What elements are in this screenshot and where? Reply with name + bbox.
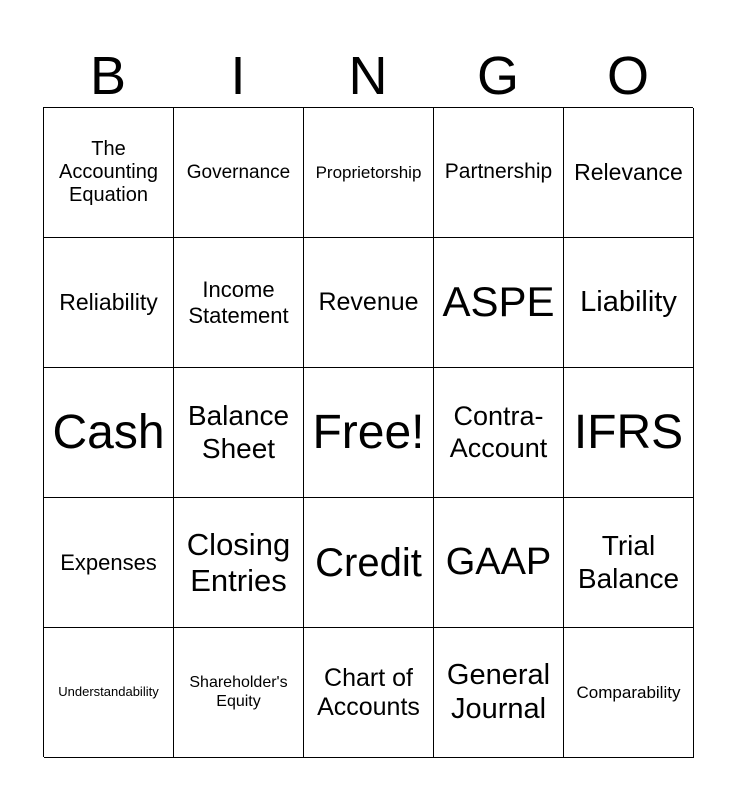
bingo-cell-label: Expenses [60,549,157,575]
bingo-cell[interactable] [44,108,174,238]
bingo-cell[interactable] [564,498,694,628]
bingo-cell-label: Reliability [59,289,158,316]
bingo-cell-label: Governance [186,161,291,183]
bingo-cell-label: General Journal [446,659,551,725]
bingo-cell[interactable] [174,628,304,758]
bingo-cell[interactable] [434,368,564,498]
header-letter-g: G [476,46,519,106]
bingo-cell[interactable] [304,628,434,758]
bingo-cell[interactable] [44,628,174,758]
bingo-cell-label: Free! [312,405,425,459]
bingo-cell-label: Closing Entries [186,526,291,598]
bingo-cell[interactable] [304,498,434,628]
bingo-cell[interactable] [434,628,564,758]
bingo-board [43,107,693,757]
bingo-cell[interactable] [304,368,434,498]
bingo-cell[interactable] [564,628,694,758]
header-letter-i: I [230,46,246,106]
bingo-cell-label: Shareholder's Equity [189,674,288,710]
header-letter-b: B [89,46,127,106]
bingo-cell-label: Partnership [444,160,553,184]
bingo-cell-label: Relevance [574,159,683,186]
bingo-cell[interactable] [564,368,694,498]
bingo-cell[interactable] [174,238,304,368]
bingo-cell-label: Balance Sheet [187,400,290,464]
bingo-cell-label: Revenue [318,288,419,317]
bingo-cell-label: ASPE [442,278,555,326]
bingo-cell-label: IFRS [573,405,684,459]
bingo-cell-label: Understandability [58,684,159,700]
bingo-cell[interactable] [174,498,304,628]
bingo-cell[interactable] [174,368,304,498]
bingo-cell-label: The Accounting Equation [59,138,158,206]
bingo-cell[interactable] [44,238,174,368]
bingo-cell-label: Cash [52,405,165,459]
bingo-cell-label: Trial Balance [577,530,680,594]
bingo-cell-label: Income Statement [188,277,289,328]
header-letter-n: N [348,46,388,106]
bingo-cell[interactable] [174,108,304,238]
bingo-cell[interactable] [434,108,564,238]
bingo-cell-label: Contra-Account [449,401,548,463]
bingo-cell-label: GAAP [445,540,552,583]
bingo-cell-label: Proprietorship [315,162,422,182]
bingo-header [43,44,693,108]
header-letter-o: O [606,46,649,106]
bingo-cell-label: Liability [580,285,677,318]
bingo-cell[interactable] [44,498,174,628]
bingo-cell-label: Credit [315,540,422,585]
bingo-cell[interactable] [564,108,694,238]
bingo-cell[interactable] [564,238,694,368]
bingo-cell[interactable] [44,368,174,498]
bingo-cell[interactable] [434,238,564,368]
bingo-cell[interactable] [304,238,434,368]
bingo-cell[interactable] [434,498,564,628]
bingo-cell-label: Chart of Accounts [317,663,420,721]
bingo-cell[interactable] [304,108,434,238]
bingo-cell-label: Comparability [576,682,681,702]
